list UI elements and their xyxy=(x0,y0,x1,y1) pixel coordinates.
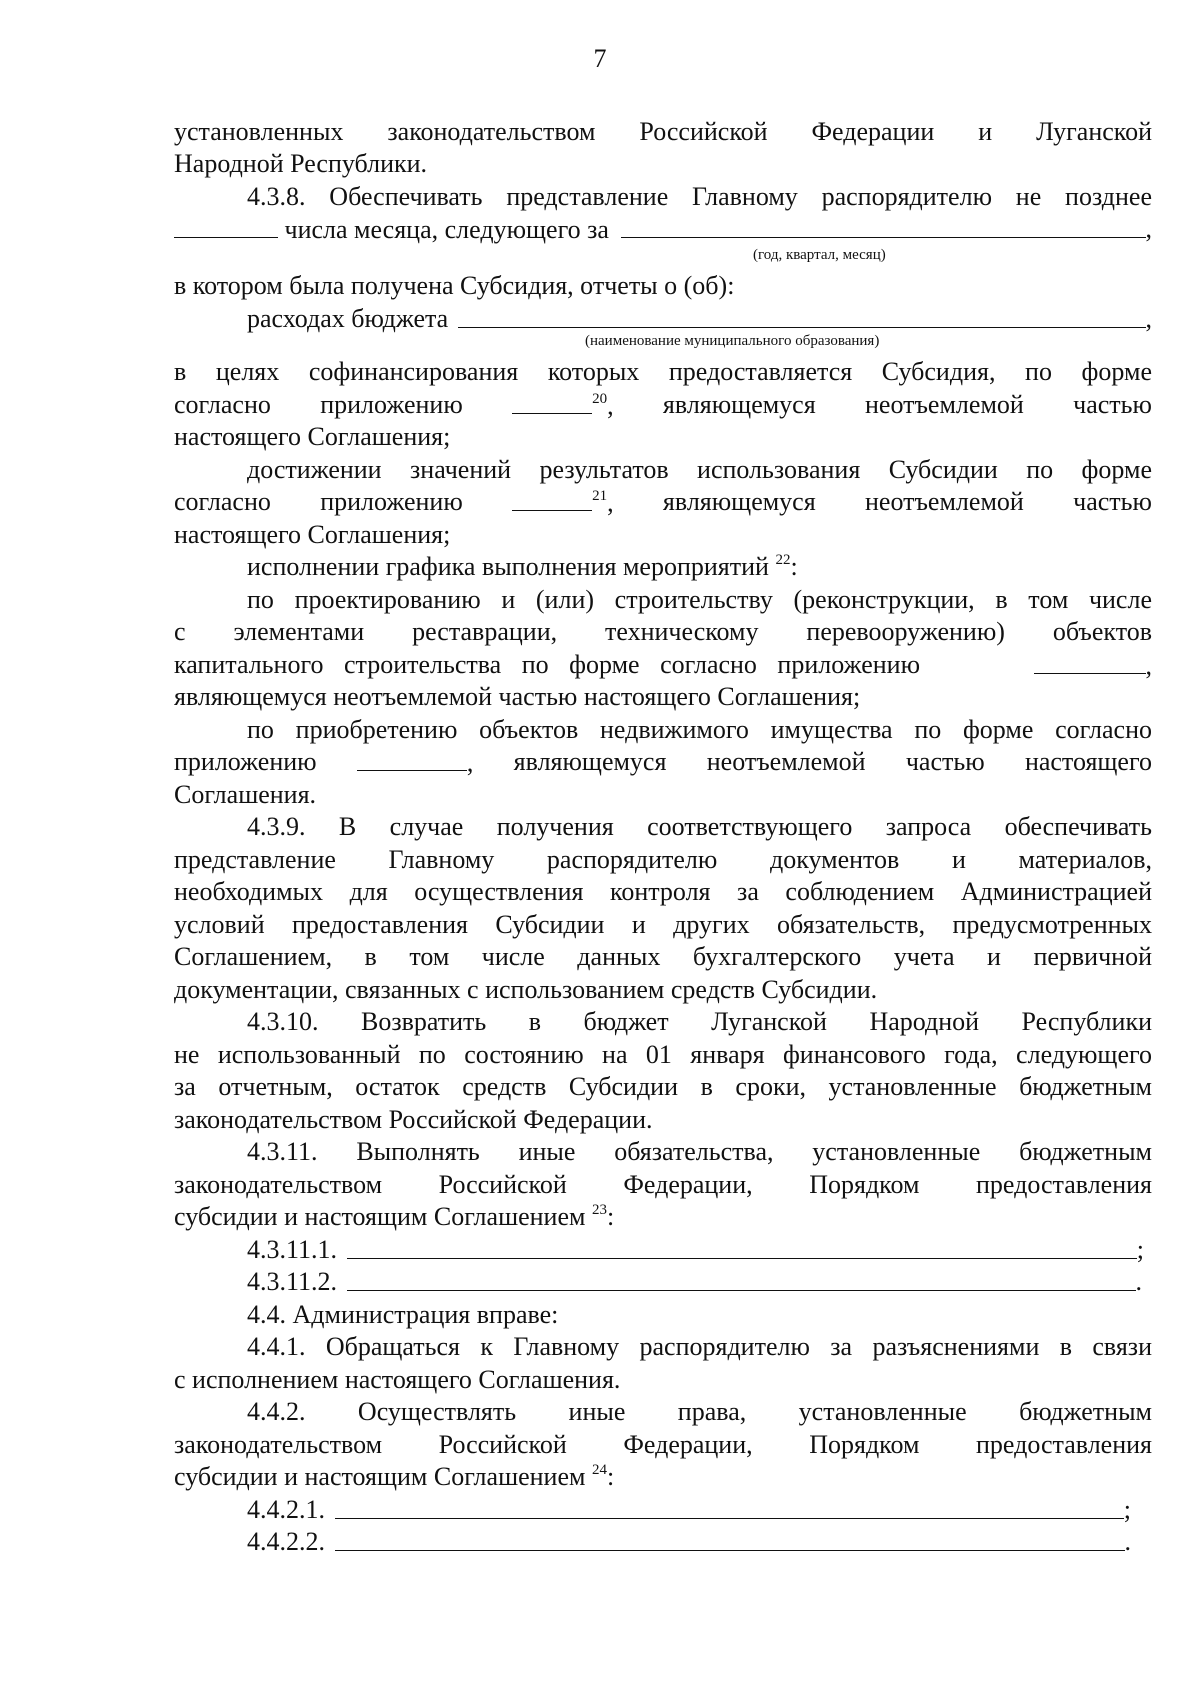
text-line: достижении значений результатов использования Субсидии по форме xyxy=(247,455,1152,484)
section-4-4: 4.4. Администрация вправе: xyxy=(247,1300,559,1329)
text-line xyxy=(174,746,1152,779)
blank-field xyxy=(347,1234,1137,1259)
footnote-ref: 20 xyxy=(592,391,608,407)
text-line xyxy=(174,649,1152,682)
text-fragment: приложению xyxy=(320,390,463,419)
text-fragment: согласно xyxy=(174,487,271,516)
text-row xyxy=(357,746,474,779)
text-line xyxy=(247,1234,1144,1266)
text-line: в целях софинансирования которых предоставляется Субсидия, по форме xyxy=(174,357,1152,386)
text-fragment: расходах бюджета xyxy=(247,304,449,333)
text-line xyxy=(174,213,1152,246)
text-fragment: являющемуся xyxy=(662,390,816,419)
text-line: за отчетным, остаток средств Субсидии в сроки, установленные бюджетным xyxy=(174,1072,1152,1101)
text-fragment: неотъемлемой xyxy=(865,390,1024,419)
text-fragment: , xyxy=(607,488,614,517)
footnote-ref: 22 xyxy=(775,552,791,568)
text-line xyxy=(174,1201,1152,1233)
text-fragment: . xyxy=(1124,1527,1131,1556)
text-line xyxy=(247,303,1152,335)
text-line: законодательством Российской Федерации, Порядком предоставления xyxy=(174,1430,1152,1459)
text-fragment: ; xyxy=(1123,1495,1131,1524)
text-fragment: настоящего xyxy=(1024,747,1152,776)
text-line: с исполнением настоящего Соглашения. xyxy=(174,1365,621,1394)
text-row xyxy=(621,213,1152,246)
text-line: настоящего Соглашения; xyxy=(174,520,451,549)
text-line xyxy=(247,551,1152,583)
text-fragment: , xyxy=(466,748,474,777)
field-caption: (год, квартал, месяц) xyxy=(753,247,886,263)
text-fragment: согласно xyxy=(174,390,271,419)
text-line: Соглашением, в том числе данных бухгалтерского учета и первичной xyxy=(174,942,1152,971)
text-line xyxy=(247,1526,1131,1558)
paragraph-4-3-8: 4.3.8. Обеспечивать представление Главному распорядителю не позднее xyxy=(247,182,1152,211)
text-fragment: неотъемлемой xyxy=(865,487,1024,516)
text-line: с элементами реставрации, техническому перевооружению) объектов xyxy=(174,617,1152,646)
text-fragment: частью xyxy=(1073,487,1152,516)
text-line: в котором была получена Субсидия, отчеты о (об): xyxy=(174,271,735,300)
text-line: Соглашения. xyxy=(174,780,317,809)
text-line: представление Главному распорядителю документов и материалов, xyxy=(174,845,1152,874)
text-fragment: субсидии и настоящим Соглашением xyxy=(174,1202,586,1231)
text-row xyxy=(512,486,614,519)
text-fragment: субсидии и настоящим Соглашением xyxy=(174,1462,586,1491)
footnote-ref: 24 xyxy=(591,1462,607,1478)
clause-number: 4.4.2.1. xyxy=(247,1495,325,1524)
blank-field xyxy=(335,1494,1124,1519)
text-row xyxy=(174,213,609,246)
text-line: Народной Республики. xyxy=(174,149,428,178)
text-line: необходимых для осуществления контроля за соблюдением Администрацией xyxy=(174,877,1152,906)
text-line: законодательством Российской Федерации. xyxy=(174,1105,653,1134)
text-line: по проектированию и (или) строительству (реконструкции, в том числе xyxy=(247,585,1152,614)
text-row xyxy=(512,389,614,422)
blank-field xyxy=(347,1266,1135,1291)
clause-number: 4.4.2.2. xyxy=(247,1527,325,1556)
text-line xyxy=(247,1494,1131,1526)
page-number: 7 xyxy=(593,44,607,73)
text-fragment: , xyxy=(1145,214,1152,243)
text-fragment: числа месяца, следующего за xyxy=(284,215,609,244)
text-fragment: являющемуся xyxy=(662,487,816,516)
text-fragment: , xyxy=(1145,304,1152,333)
text-fragment: приложению xyxy=(174,747,317,776)
text-line xyxy=(174,486,1152,519)
paragraph-4-3-9: 4.3.9. В случае получения соответствующего запроса обеспечивать xyxy=(247,812,1152,841)
text-fragment: , xyxy=(1145,651,1152,680)
text-fragment: капитального строительства по форме согласно приложению xyxy=(174,650,920,679)
paragraph-4-3-11: 4.3.11. Выполнять иные обязательства, установленные бюджетным xyxy=(247,1137,1152,1166)
text-line: установленных законодательством Российской Федерации и Луганской xyxy=(174,117,1152,146)
text-line xyxy=(174,1461,1152,1493)
clause-number: 4.3.11.2. xyxy=(247,1267,338,1296)
footnote-ref: 21 xyxy=(592,488,608,504)
text-fragment: частью xyxy=(1073,390,1152,419)
blank-field xyxy=(357,746,467,771)
blank-field xyxy=(512,389,592,414)
text-line: законодательством Российской Федерации, Порядком предоставления xyxy=(174,1170,1152,1199)
text-fragment: частью xyxy=(905,747,985,776)
text-fragment: . xyxy=(1135,1267,1142,1296)
text-fragment: неотъемлемой xyxy=(706,747,866,776)
footnote-ref: 23 xyxy=(591,1202,607,1218)
text-line xyxy=(247,1266,1142,1298)
text-fragment: приложению xyxy=(320,487,463,516)
paragraph-4-4-1: 4.4.1. Обращаться к Главному распорядителю за разъяснениями в связи xyxy=(247,1332,1152,1361)
blank-field xyxy=(174,213,278,238)
text-fragment: : xyxy=(606,1202,615,1231)
field-caption: (наименование муниципального образования) xyxy=(585,333,880,349)
text-line: по приобретению объектов недвижимого имущества по форме согласно xyxy=(247,715,1152,744)
clause-number: 4.3.11.1. xyxy=(247,1235,338,1264)
text-fragment: являющемуся xyxy=(513,747,667,776)
text-fragment: ; xyxy=(1136,1235,1144,1264)
text-row xyxy=(1034,649,1153,682)
text-line xyxy=(174,389,1152,422)
blank-field xyxy=(512,486,592,511)
text-line: настоящего Соглашения; xyxy=(174,422,451,451)
blank-field xyxy=(458,303,1145,328)
paragraph-4-4-2: 4.4.2. Осуществлять иные права, установленные бюджетным xyxy=(247,1397,1152,1426)
text-fragment: : xyxy=(606,1462,615,1491)
text-line: условий предоставления Субсидии и других обязательств, предусмотренных xyxy=(174,910,1152,939)
text-line: являющемуся неотъемлемой частью настоящего Соглашения; xyxy=(174,682,861,711)
text-line: не использованный по состоянию на 01 января финансового года, следующего xyxy=(174,1040,1152,1069)
paragraph-4-3-10: 4.3.10. Возвратить в бюджет Луганской Народной Республики xyxy=(247,1007,1152,1036)
text-line: документации, связанных с использованием средств Субсидии. xyxy=(174,975,878,1004)
blank-field xyxy=(621,213,1146,238)
text-fragment: исполнении графика выполнения мероприятий xyxy=(247,552,769,581)
blank-field xyxy=(1034,649,1146,674)
text-fragment: , xyxy=(607,391,614,420)
blank-field xyxy=(335,1526,1125,1551)
text-fragment: : xyxy=(790,552,798,581)
